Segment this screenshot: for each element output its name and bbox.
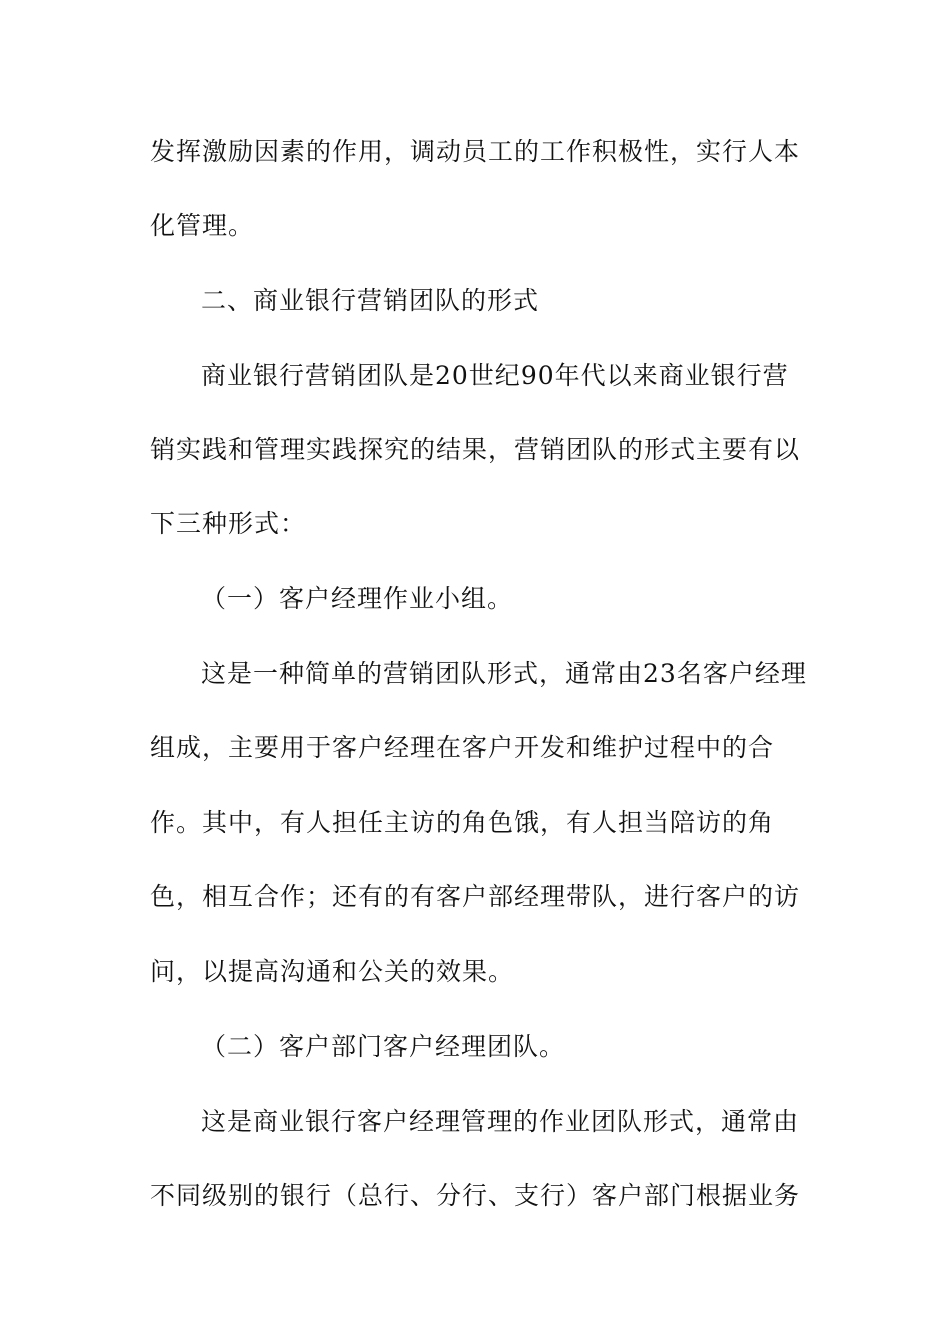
section-heading: 二、商业银行营销团队的形式	[201, 286, 540, 315]
paragraph-line: 色，相互合作；还有的有客户部经理带队，进行客户的访	[150, 882, 801, 911]
paragraph-line: 这是一种简单的营销团队形式，通常由23名客户经理	[201, 659, 807, 688]
paragraph-line: 发挥激励因素的作用，调动员工的工作积极性，实行人本	[150, 137, 801, 166]
paragraph-line: 这是商业银行客户经理管理的作业团队形式，通常由	[201, 1107, 800, 1136]
paragraph-line: 不同级别的银行（总行、分行、支行）客户部门根据业务	[150, 1181, 801, 1210]
paragraph-line: 下三种形式：	[150, 509, 307, 538]
paragraph-line: 作。其中，有人担任主访的角色饿，有人担当陪访的角	[150, 808, 775, 837]
paragraph-line: 化管理。	[150, 211, 255, 240]
subheading-1: （一）客户经理作业小组。	[201, 584, 514, 613]
paragraph-line: 问，以提高沟通和公关的效果。	[150, 957, 515, 986]
paragraph-line: 组成，主要用于客户经理在客户开发和维护过程中的合	[150, 733, 775, 762]
paragraph-line: 商业银行营销团队是20世纪90年代以来商业银行营	[201, 361, 789, 390]
paragraph-line: 销实践和管理实践探究的结果，营销团队的形式主要有以	[150, 435, 801, 464]
subheading-2: （二）客户部门客户经理团队。	[201, 1032, 566, 1061]
